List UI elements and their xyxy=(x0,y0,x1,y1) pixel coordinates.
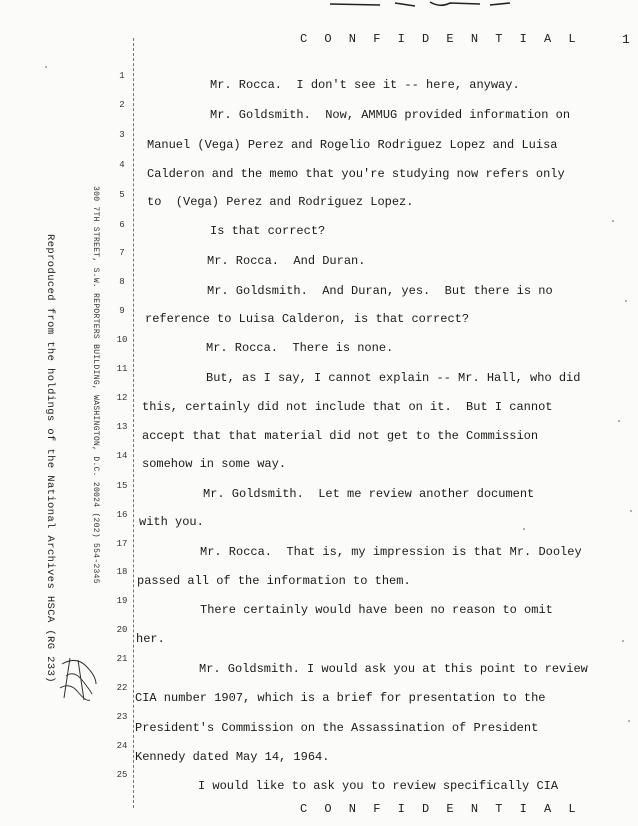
transcript-line: Mr. Goldsmith. And Duran, yes. But there is no xyxy=(207,284,553,298)
transcript-line: Mr. Goldsmith. I would ask you at this point to review xyxy=(199,662,588,676)
line-number: 1 xyxy=(119,71,125,81)
transcript-line: Calderon and the memo that you're studying now refers only xyxy=(147,167,565,181)
line-number: 18 xyxy=(116,567,128,577)
footer-confidential: C O N F I D E N T I A L xyxy=(300,802,581,816)
transcript-line: Mr. Goldsmith. Let me review another document xyxy=(203,487,535,501)
transcript-line: passed all of the information to them. xyxy=(137,574,411,588)
line-number: 3 xyxy=(119,130,125,140)
line-number: 10 xyxy=(116,335,128,345)
transcript-line: President's Commission on the Assassination of President xyxy=(135,721,539,735)
line-number: 19 xyxy=(116,596,128,606)
archive-reproduction-note: Reproduced from the holdings of the National Archives HSCA (RG 233) xyxy=(44,234,56,683)
line-number: 8 xyxy=(119,277,125,287)
margin-rule xyxy=(133,38,134,808)
transcript-line: Mr. Rocca. There is none. xyxy=(206,341,394,355)
line-number: 2 xyxy=(119,100,125,110)
transcript-line: reference to Luisa Calderon, is that correct? xyxy=(145,312,470,326)
line-number: 24 xyxy=(116,741,128,751)
transcript-line: Mr. Rocca. I don't see it -- here, anyway. xyxy=(210,78,520,92)
line-number: 9 xyxy=(119,306,125,316)
line-number: 5 xyxy=(119,190,125,200)
line-number: 25 xyxy=(116,770,128,780)
line-number: 21 xyxy=(116,654,128,664)
page-number: 1 xyxy=(622,32,630,47)
transcript-line: Mr. Rocca. And Duran. xyxy=(207,254,366,268)
line-number: 20 xyxy=(116,625,128,635)
transcript-line: accept that that material did not get to the Commission xyxy=(142,429,539,443)
transcript-line: CIA number 1907, which is a brief for presentation to the xyxy=(135,691,546,705)
transcript-line: Mr. Goldsmith. Now, AMMUG provided information on xyxy=(210,108,571,122)
line-number: 16 xyxy=(116,510,128,520)
transcript-line: this, certainly did not include that on it. But I cannot xyxy=(142,400,553,414)
transcript-line: I would like to ask you to review specifically CIA xyxy=(198,779,559,793)
line-number: 11 xyxy=(116,364,128,374)
transcript-line: Manuel (Vega) Perez and Rogelio Rodriguez Lopez and Luisa xyxy=(147,138,558,152)
transcript-line: Mr. Rocca. That is, my impression is that Mr. Dooley xyxy=(200,545,582,559)
archive-stamp-scribble xyxy=(56,654,102,704)
line-number: 13 xyxy=(116,422,128,432)
line-number: 12 xyxy=(116,393,128,403)
line-number: 17 xyxy=(116,539,128,549)
transcript-line: Kennedy dated May 14, 1964. xyxy=(135,750,330,764)
line-number: 23 xyxy=(116,712,128,722)
margin-address-text: 300 7TH STREET, S.W. REPORTERS BUILDING, WASHINGTON, D.C. 20024 (202) 554-2345 xyxy=(91,186,100,584)
line-number: 22 xyxy=(116,683,128,693)
transcript-line: There certainly would have been no reason to omit xyxy=(200,603,553,617)
transcript-line: But, as I say, I cannot explain -- Mr. Hall, who did xyxy=(206,371,581,385)
transcript-line: to (Vega) Perez and Rodriguez Lopez. xyxy=(147,195,414,209)
line-number: 14 xyxy=(116,451,128,461)
transcript-line: somehow in some way. xyxy=(142,457,287,471)
transcript-line: her. xyxy=(136,632,165,646)
top-handwriting-mark xyxy=(320,0,520,10)
line-number: 6 xyxy=(119,220,125,230)
header-confidential: C O N F I D E N T I A L xyxy=(300,32,581,46)
transcript-line: Is that correct? xyxy=(210,224,326,238)
line-number: 7 xyxy=(119,248,125,258)
line-number: 15 xyxy=(116,481,128,491)
line-number: 4 xyxy=(119,160,125,170)
transcript-line: with you. xyxy=(139,515,204,529)
